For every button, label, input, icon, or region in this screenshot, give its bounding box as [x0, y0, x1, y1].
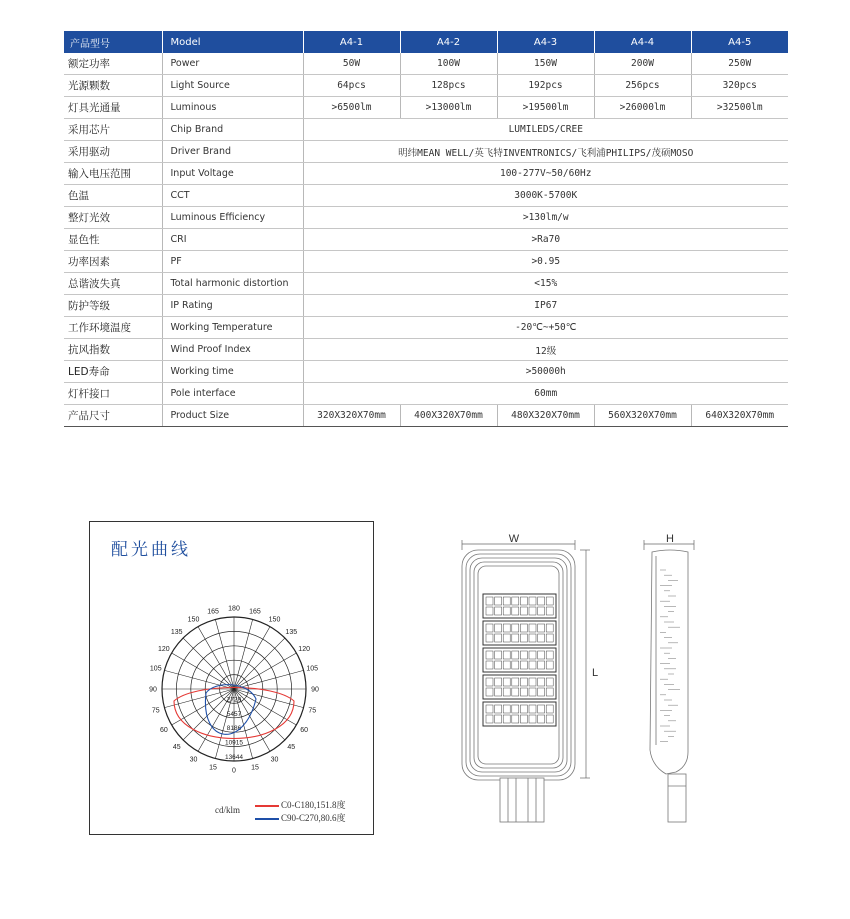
polar-spoke — [234, 670, 304, 689]
angle-label: 15 — [251, 764, 259, 772]
led-lens — [529, 634, 536, 642]
led-lens — [546, 607, 553, 615]
led-lens — [520, 597, 527, 605]
legend-label-c90: C90-C270,80.6度 — [281, 813, 346, 823]
row-label-en: Light Source — [162, 75, 303, 97]
polar-spoke — [234, 653, 296, 689]
led-lens — [529, 661, 536, 669]
angle-label: 150 — [268, 616, 281, 624]
row-label-cn: 色温 — [64, 185, 162, 207]
led-lens — [486, 688, 493, 696]
table-cell-merged: >130lm/w — [303, 207, 788, 229]
legend-item-c0 — [255, 798, 346, 811]
row-label-cn: 光源颗数 — [64, 75, 162, 97]
table-row — [64, 97, 788, 119]
table-cell-merged: 明纬MEAN WELL/英飞特INVENTRONICS/飞利浦PHILIPS/茂硕MOSO — [303, 141, 788, 163]
polar-spoke — [164, 689, 234, 708]
table-cell: 560X320X70mm — [594, 405, 691, 427]
row-label-cn: 显色性 — [64, 229, 162, 251]
led-lens — [520, 678, 527, 686]
table-cell: >13000lm — [400, 97, 497, 119]
led-lens — [495, 688, 502, 696]
header-model: A4-5 — [691, 31, 788, 53]
led-module — [483, 621, 556, 645]
angle-label: 0 — [232, 767, 236, 775]
angle-label: 30 — [270, 756, 279, 764]
table-row — [64, 141, 788, 163]
table-row — [64, 185, 788, 207]
led-lens — [512, 634, 519, 642]
led-lens — [546, 661, 553, 669]
led-lens — [512, 651, 519, 659]
led-module — [483, 702, 556, 726]
angle-label: 90 — [311, 686, 319, 694]
row-label-cn: 额定功率 — [64, 53, 162, 75]
table-cell: 150W — [497, 53, 594, 75]
table-row — [64, 163, 788, 185]
row-label-cn: 采用芯片 — [64, 119, 162, 141]
led-lens — [546, 651, 553, 659]
angle-label: 105 — [149, 665, 162, 673]
angle-label: 120 — [158, 646, 170, 653]
row-label-en: Working Temperature — [162, 317, 303, 339]
angle-label: 105 — [306, 665, 319, 673]
table-cell-merged: IP67 — [303, 295, 788, 317]
angle-label: 30 — [189, 756, 198, 764]
led-lens — [495, 715, 502, 723]
row-label-en: Pole interface — [162, 383, 303, 405]
row-label-cn: LED寿命 — [64, 361, 162, 383]
row-label-cn: 总谐波失真 — [64, 273, 162, 295]
led-lens — [512, 661, 519, 669]
led-lens — [520, 715, 527, 723]
led-lens — [520, 624, 527, 632]
led-lens — [512, 688, 519, 696]
spec-table-body — [64, 53, 788, 427]
table-cell: >6500lm — [303, 97, 400, 119]
led-lens — [538, 597, 545, 605]
led-lens — [503, 624, 510, 632]
row-label-en: Input Voltage — [162, 163, 303, 185]
length-label: L — [592, 667, 599, 679]
table-cell: 250W — [691, 53, 788, 75]
row-label-cn: 灯具光通量 — [64, 97, 162, 119]
polar-spoke — [172, 653, 234, 689]
angle-label: 60 — [300, 727, 309, 734]
table-row — [64, 339, 788, 361]
table-cell: 320X320X70mm — [303, 405, 400, 427]
table-row — [64, 251, 788, 273]
polar-spoke — [215, 619, 234, 689]
led-lens — [520, 651, 527, 659]
led-lens — [546, 624, 553, 632]
table-row — [64, 53, 788, 75]
row-label-cn: 整灯光效 — [64, 207, 162, 229]
row-label-cn: 输入电压范围 — [64, 163, 162, 185]
polar-spoke — [198, 627, 234, 689]
polar-spoke — [183, 638, 234, 689]
led-lens — [486, 651, 493, 659]
angle-label: 135 — [170, 629, 183, 637]
led-lens — [538, 661, 545, 669]
led-lens — [529, 688, 536, 696]
led-lens — [503, 678, 510, 686]
row-label-en: Luminous Efficiency — [162, 207, 303, 229]
table-row — [64, 273, 788, 295]
row-label-cn: 产品尺寸 — [64, 405, 162, 427]
led-module — [483, 675, 556, 699]
side-detail-marks — [660, 570, 680, 742]
row-label-en: Luminous — [162, 97, 303, 119]
header-model: A4-4 — [594, 31, 691, 53]
width-label: W — [508, 533, 520, 545]
table-row — [64, 75, 788, 97]
led-lens — [512, 678, 519, 686]
led-lens — [503, 688, 510, 696]
row-label-en: Product Size — [162, 405, 303, 427]
table-cell: >19500lm — [497, 97, 594, 119]
row-label-cn: 抗风指数 — [64, 339, 162, 361]
ring-value-label: 2729 — [226, 696, 242, 704]
led-lens — [538, 607, 545, 615]
led-lens — [486, 607, 493, 615]
row-label-en: CRI — [162, 229, 303, 251]
ring-value-label: 10915 — [224, 739, 244, 747]
led-lens — [520, 688, 527, 696]
led-lens — [486, 715, 493, 723]
table-row — [64, 207, 788, 229]
table-cell-merged: >0.95 — [303, 251, 788, 273]
led-lens — [486, 624, 493, 632]
angle-label: 15 — [209, 764, 217, 772]
led-lens — [529, 597, 536, 605]
led-lens — [495, 661, 502, 669]
angle-label: 45 — [172, 743, 181, 751]
angle-label: 90 — [149, 686, 157, 694]
pole-adaptor — [500, 778, 544, 822]
legend-swatch-c0 — [255, 805, 279, 807]
led-lens — [538, 651, 545, 659]
led-lens — [486, 678, 493, 686]
polar-spoke — [164, 670, 234, 689]
legend-swatch-c90 — [255, 818, 279, 820]
led-lens — [486, 634, 493, 642]
row-label-cn: 采用驱动 — [64, 141, 162, 163]
ring-value-label: 5457 — [226, 710, 242, 718]
table-row — [64, 383, 788, 405]
angle-label: 60 — [159, 727, 168, 734]
header-model: A4-3 — [497, 31, 594, 53]
row-label-cn: 防护等级 — [64, 295, 162, 317]
row-label-en: Working time — [162, 361, 303, 383]
led-modules — [483, 594, 556, 726]
table-cell: 128pcs — [400, 75, 497, 97]
side-view-drawing — [630, 530, 710, 830]
led-lens — [512, 607, 519, 615]
led-lens — [529, 715, 536, 723]
table-row — [64, 229, 788, 251]
table-cell: 64pcs — [303, 75, 400, 97]
led-lens — [512, 624, 519, 632]
table-cell: 640X320X70mm — [691, 405, 788, 427]
led-lens — [486, 705, 493, 713]
led-lens — [495, 597, 502, 605]
led-lens — [538, 624, 545, 632]
header-model: A4-2 — [400, 31, 497, 53]
angle-label: 45 — [287, 743, 296, 751]
row-label-en: Power — [162, 53, 303, 75]
angle-label: 75 — [308, 707, 317, 715]
spec-table — [64, 31, 788, 427]
led-lens — [529, 607, 536, 615]
row-label-en: Chip Brand — [162, 119, 303, 141]
table-cell-merged: -20℃~+50℃ — [303, 317, 788, 339]
led-lens — [503, 661, 510, 669]
table-cell: 50W — [303, 53, 400, 75]
table-cell: 320pcs — [691, 75, 788, 97]
polar-spoke — [234, 638, 285, 689]
row-label-en: PF — [162, 251, 303, 273]
row-label-cn: 灯杆接口 — [64, 383, 162, 405]
table-row — [64, 405, 788, 427]
table-cell: 200W — [594, 53, 691, 75]
led-lens — [495, 607, 502, 615]
table-cell-merged: <15% — [303, 273, 788, 295]
table-cell-merged: 3000K-5700K — [303, 185, 788, 207]
polar-spoke — [234, 619, 253, 689]
led-lens — [495, 634, 502, 642]
angle-label: 180 — [228, 605, 240, 613]
table-cell: >32500lm — [691, 97, 788, 119]
photometric-panel — [89, 521, 374, 835]
led-lens — [520, 661, 527, 669]
table-cell-merged: LUMILEDS/CREE — [303, 119, 788, 141]
led-lens — [538, 705, 545, 713]
led-lens — [512, 715, 519, 723]
row-label-cn: 工作环境温度 — [64, 317, 162, 339]
legend-item-c90 — [255, 811, 346, 824]
table-cell-merged: 100-277V~50/60Hz — [303, 163, 788, 185]
legend-label-c0: C0-C180,151.8度 — [281, 800, 346, 810]
led-lens — [512, 597, 519, 605]
row-label-en: IP Rating — [162, 295, 303, 317]
angle-label: 150 — [187, 616, 200, 624]
table-row — [64, 119, 788, 141]
table-cell: 192pcs — [497, 75, 594, 97]
row-label-en: CCT — [162, 185, 303, 207]
height-label: H — [666, 533, 674, 545]
polar-diagram — [90, 522, 375, 836]
led-lens — [529, 678, 536, 686]
led-lens — [520, 634, 527, 642]
header-model: A4-1 — [303, 31, 400, 53]
angle-label: 75 — [151, 707, 160, 715]
led-lens — [486, 661, 493, 669]
polar-spoke — [234, 627, 270, 689]
angle-label: 165 — [207, 608, 219, 616]
led-lens — [538, 715, 545, 723]
led-lens — [503, 705, 510, 713]
table-cell: 400X320X70mm — [400, 405, 497, 427]
led-lens — [503, 715, 510, 723]
led-lens — [503, 651, 510, 659]
row-label-cn: 功率因素 — [64, 251, 162, 273]
row-label-en: Driver Brand — [162, 141, 303, 163]
led-lens — [546, 688, 553, 696]
table-cell-merged: >50000h — [303, 361, 788, 383]
led-lens — [529, 705, 536, 713]
led-lens — [546, 678, 553, 686]
led-lens — [503, 607, 510, 615]
table-row — [64, 317, 788, 339]
led-lens — [495, 624, 502, 632]
led-lens — [486, 597, 493, 605]
led-lens — [538, 634, 545, 642]
led-lens — [503, 634, 510, 642]
led-lens — [546, 634, 553, 642]
angle-label: 135 — [285, 629, 298, 637]
table-cell: >26000lm — [594, 97, 691, 119]
ring-value-label: 8186 — [226, 725, 242, 733]
led-module — [483, 594, 556, 618]
row-label-en: Total harmonic distortion — [162, 273, 303, 295]
led-lens — [495, 651, 502, 659]
legend-unit: cd/klm — [215, 805, 240, 815]
angle-label: 165 — [249, 608, 261, 616]
led-lens — [546, 597, 553, 605]
table-cell: 480X320X70mm — [497, 405, 594, 427]
led-lens — [529, 651, 536, 659]
table-cell-merged: 60mm — [303, 383, 788, 405]
led-lens — [495, 678, 502, 686]
led-lens — [503, 597, 510, 605]
header-model-cn: 产品型号 — [64, 31, 162, 53]
row-label-en: Wind Proof Index — [162, 339, 303, 361]
polar-spoke — [234, 689, 304, 708]
angle-label: 120 — [298, 646, 310, 653]
led-lens — [546, 715, 553, 723]
led-lens — [546, 705, 553, 713]
front-view-drawing — [450, 530, 610, 830]
table-row — [64, 295, 788, 317]
led-lens — [538, 678, 545, 686]
table-cell-merged: 12级 — [303, 339, 788, 361]
led-lens — [520, 705, 527, 713]
header-model-en: Model — [162, 31, 303, 53]
polar-spoke — [234, 689, 285, 740]
led-lens — [495, 705, 502, 713]
led-lens — [538, 688, 545, 696]
table-header-row — [64, 31, 788, 53]
ring-value-label: 13644 — [224, 754, 244, 761]
led-module — [483, 648, 556, 672]
table-cell: 256pcs — [594, 75, 691, 97]
table-cell-merged: >Ra70 — [303, 229, 788, 251]
table-cell: 100W — [400, 53, 497, 75]
led-lens — [520, 607, 527, 615]
table-row — [64, 361, 788, 383]
photometric-title: 配光曲线 — [111, 540, 191, 560]
led-lens — [529, 624, 536, 632]
led-lens — [512, 705, 519, 713]
